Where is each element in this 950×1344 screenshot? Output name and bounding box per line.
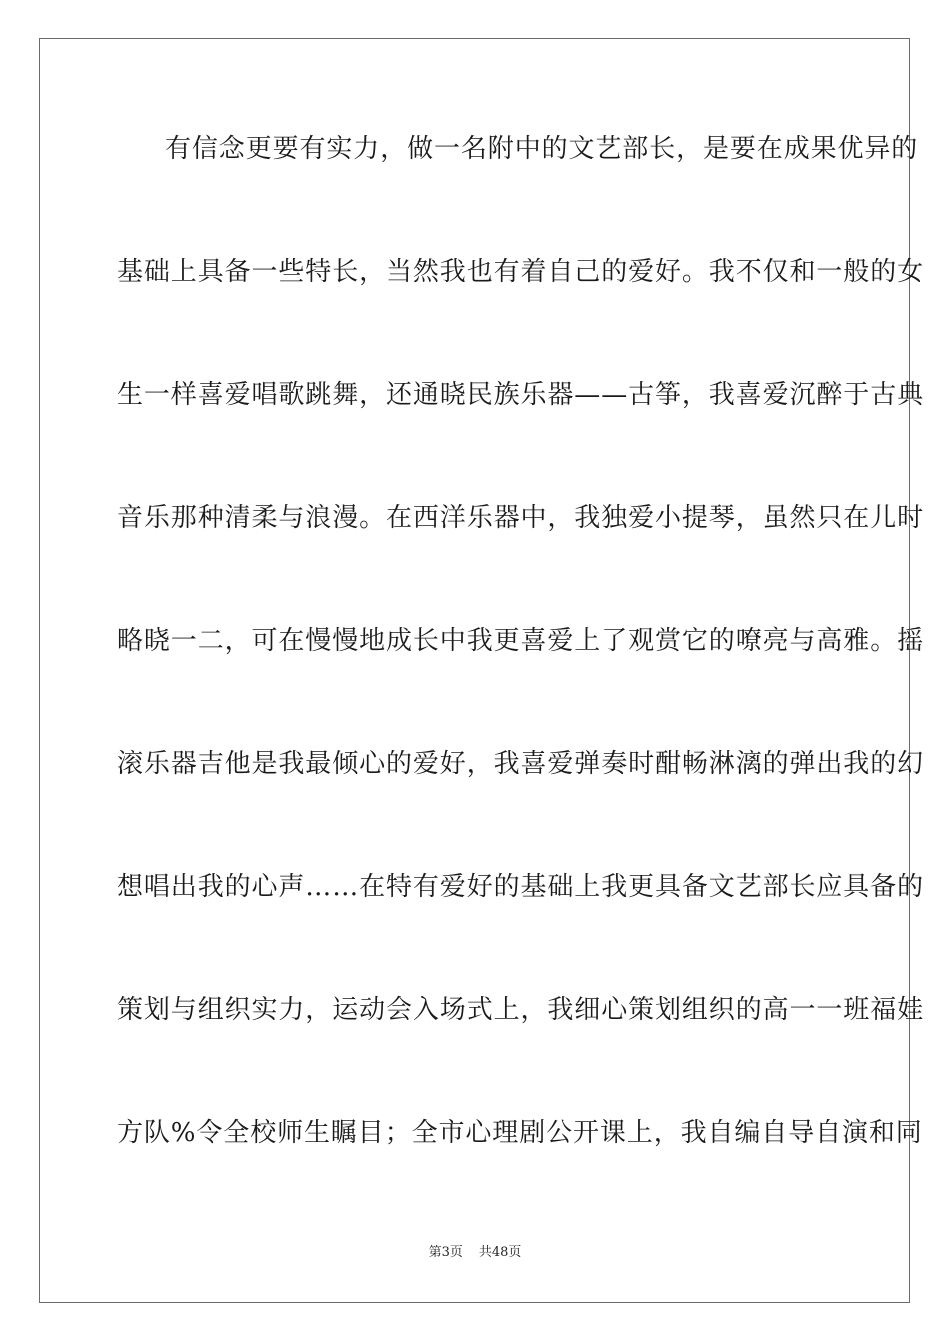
body-line-1: 有信念更要有实力，做一名附中的文艺部长，是要在成果优异的 — [165, 134, 919, 164]
body-line-4: 音乐那种清柔与浪漫。在西洋乐器中，我独爱小提琴，虽然只在儿时 — [117, 503, 925, 533]
body-line-5: 略晓一二，可在慢慢地成长中我更喜爱上了观赏它的嘹亮与高雅。摇 — [117, 626, 925, 656]
page-footer — [0, 1244, 950, 1262]
body-line-8: 策划与组织实力，运动会入场式上，我细心策划组织的高一一班福娃 — [117, 995, 925, 1025]
body-line-6: 滚乐器吉他是我最倾心的爱好，我喜爱弹奏时酣畅淋漓的弹出我的幻 — [117, 749, 925, 779]
body-line-7: 想唱出我的心声……在特有爱好的基础上我更具备文艺部长应具备的 — [117, 872, 925, 902]
page-number: 第3页 — [428, 1245, 463, 1260]
body-line-9: 方队%令全校师生瞩目；全市心理剧公开课上，我自编自导自演和同 — [117, 1118, 923, 1148]
page-border — [39, 38, 925, 1303]
body-line-2: 基础上具备一些特长，当然我也有着自己的爱好。我不仅和一般的女 — [117, 257, 925, 287]
body-line-3: 生一样喜爱唱歌跳舞，还通晓民族乐器——古筝，我喜爱沉醉于古典 — [117, 380, 925, 410]
page-total: 共48页 — [478, 1245, 522, 1260]
